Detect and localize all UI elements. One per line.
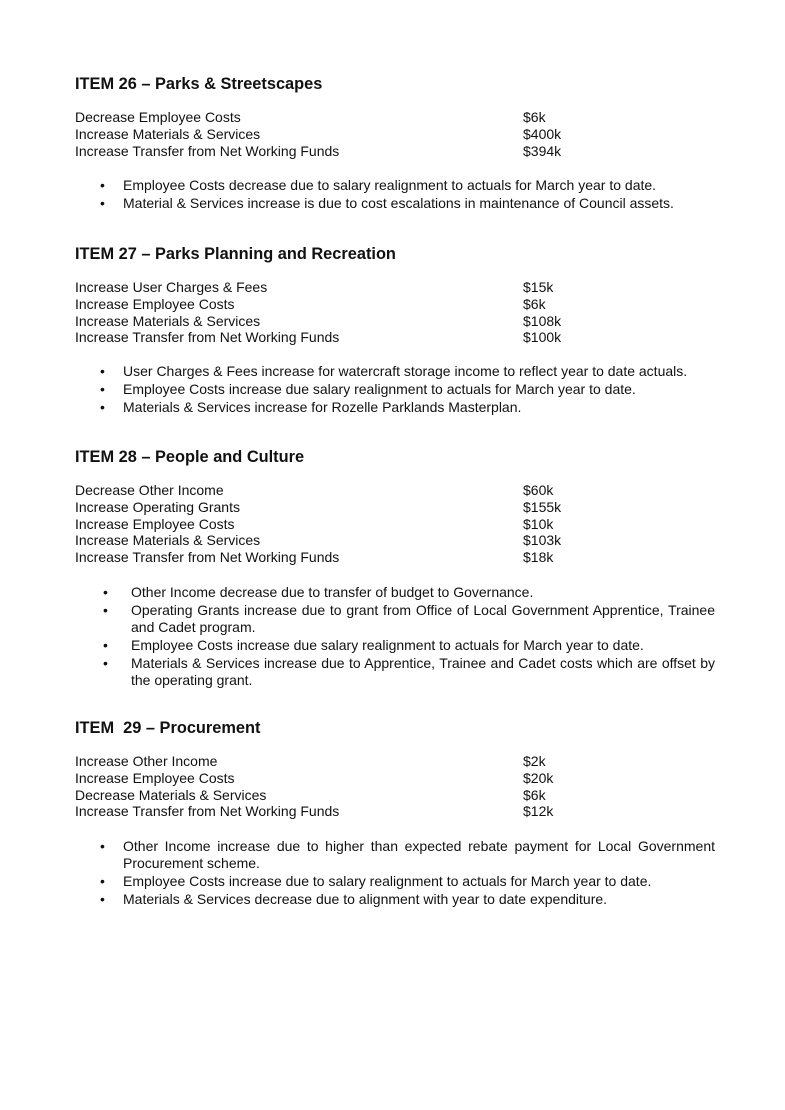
item-28-notes (75, 584, 715, 688)
item-27-section (75, 246, 715, 417)
bullet-item (75, 637, 715, 654)
budget-line (75, 499, 715, 516)
bullet-text: Materials & Services decrease due to alignment with year to date expenditure. (123, 890, 608, 907)
bullet-icon: • (100, 363, 105, 380)
item-27-notes (75, 363, 715, 416)
bullet-text: Employee Costs decrease due to salary realignment to actuals for March year to date. (123, 177, 657, 194)
budget-line (75, 143, 715, 160)
budget-line-label: Increase Materials & Services (75, 532, 261, 549)
budget-line-amount: $6k (523, 295, 546, 312)
budget-line-amount: $6k (523, 786, 546, 803)
budget-line-amount: $60k (523, 482, 554, 498)
budget-line-amount: $108k (523, 312, 562, 329)
budget-line-amount: $15k (523, 279, 554, 295)
budget-line-label: Increase Employee Costs (75, 769, 235, 786)
item-26-title: ITEM 26 – Parks & Streetscapes (75, 75, 323, 93)
budget-line-amount: $10k (523, 515, 554, 532)
bullet-icon: • (100, 890, 105, 907)
bullet-item (75, 195, 715, 212)
budget-line (75, 516, 715, 533)
budget-line (75, 126, 715, 143)
item-27-budget-lines (75, 279, 715, 346)
budget-line-label: Increase Employee Costs (75, 515, 235, 532)
bullet-text: Materials & Services increase for Rozelle Parklands Masterplan. (123, 399, 522, 416)
budget-line (75, 549, 715, 566)
bullet-item (75, 177, 715, 194)
bullet-text: Material & Services increase is due to cost escalations in maintenance of Council assets. (123, 195, 674, 212)
bullet-item (75, 873, 715, 890)
bullet-item (75, 399, 715, 416)
bullet-item (75, 584, 715, 601)
budget-line-amount: $400k (523, 125, 562, 142)
bullet-item (75, 363, 715, 380)
budget-line (75, 787, 715, 804)
bullet-text: Materials & Services increase due to Apprentice, Trainee and Cadet costs which are offset by the operating grant. (131, 654, 715, 688)
bullet-text: Employee Costs increase due to salary realignment to actuals for March year to date. (123, 872, 652, 889)
bullet-icon: • (100, 399, 105, 416)
budget-line (75, 329, 715, 346)
budget-line-amount: $103k (523, 532, 562, 549)
bullet-item (75, 655, 715, 689)
bullet-text: User Charges & Fees increase for watercraft storage income to reflect year to date actuals. (123, 363, 688, 380)
budget-line-amount: $18k (523, 549, 554, 566)
budget-line (75, 753, 715, 770)
bullet-text: Other Income increase due to higher than expected rebate payment for Local Government Procurement scheme. (123, 838, 715, 871)
bullet-item (75, 602, 715, 636)
budget-line-amount: $12k (523, 803, 554, 820)
budget-line-label: Increase Transfer from Net Working Funds (75, 803, 340, 820)
budget-line-label: Increase Materials & Services (75, 312, 261, 329)
budget-line-amount: $394k (523, 142, 562, 159)
bullet-text: Operating Grants increase due to grant from Office of Local Government Apprentice, Trainee and Cadet program. (131, 601, 715, 635)
bullet-icon: • (103, 601, 108, 618)
budget-line-amount: $155k (523, 498, 562, 515)
budget-line (75, 770, 715, 787)
item-28-title: ITEM 28 – People and Culture (75, 448, 305, 466)
bullet-icon: • (100, 872, 105, 889)
item-29-budget-lines (75, 753, 715, 820)
budget-line (75, 296, 715, 313)
budget-line-label: Increase Materials & Services (75, 125, 261, 142)
bullet-item (75, 381, 715, 398)
bullet-icon: • (100, 838, 105, 855)
bullet-icon: • (103, 583, 108, 600)
bullet-item (75, 838, 715, 872)
budget-line-amount: $6k (523, 109, 546, 125)
budget-line-label: Decrease Other Income (75, 482, 224, 498)
budget-line-amount: $2k (523, 753, 546, 769)
budget-line (75, 313, 715, 330)
item-28-budget-lines (75, 482, 715, 566)
budget-line (75, 109, 715, 126)
bullet-item (75, 891, 715, 908)
item-29-title: ITEM 29 – Procurement (75, 719, 261, 737)
item-29-section (75, 720, 715, 909)
budget-line-amount: $20k (523, 769, 554, 786)
bullet-icon: • (103, 654, 108, 671)
item-28-section (75, 449, 715, 690)
budget-line-label: Increase Operating Grants (75, 498, 240, 515)
item-27-title: ITEM 27 – Parks Planning and Recreation (75, 245, 396, 263)
item-26-budget-lines (75, 109, 715, 159)
budget-line-label: Increase Other Income (75, 753, 218, 769)
budget-line (75, 532, 715, 549)
bullet-text: Employee Costs increase due salary realignment to actuals for March year to date. (131, 636, 644, 653)
bullet-icon: • (100, 177, 105, 194)
budget-line-label: Decrease Employee Costs (75, 109, 241, 125)
item-26-section (75, 76, 715, 213)
item-29-notes (75, 838, 715, 908)
budget-line (75, 803, 715, 820)
budget-line-amount: $100k (523, 329, 562, 346)
budget-line-label: Decrease Materials & Services (75, 786, 267, 803)
budget-line-label: Increase User Charges & Fees (75, 279, 268, 295)
bullet-icon: • (100, 195, 105, 212)
bullet-text: Other Income decrease due to transfer of budget to Governance. (131, 583, 534, 600)
budget-line (75, 482, 715, 499)
item-26-notes (75, 177, 715, 212)
budget-line-label: Increase Transfer from Net Working Funds (75, 142, 340, 159)
bullet-text: Employee Costs increase due salary realignment to actuals for March year to date. (123, 381, 636, 398)
bullet-icon: • (103, 636, 108, 653)
budget-line-label: Increase Transfer from Net Working Funds (75, 329, 340, 346)
bullet-icon: • (100, 381, 105, 398)
budget-line (75, 279, 715, 296)
budget-line-label: Increase Transfer from Net Working Funds (75, 549, 340, 566)
budget-line-label: Increase Employee Costs (75, 295, 235, 312)
